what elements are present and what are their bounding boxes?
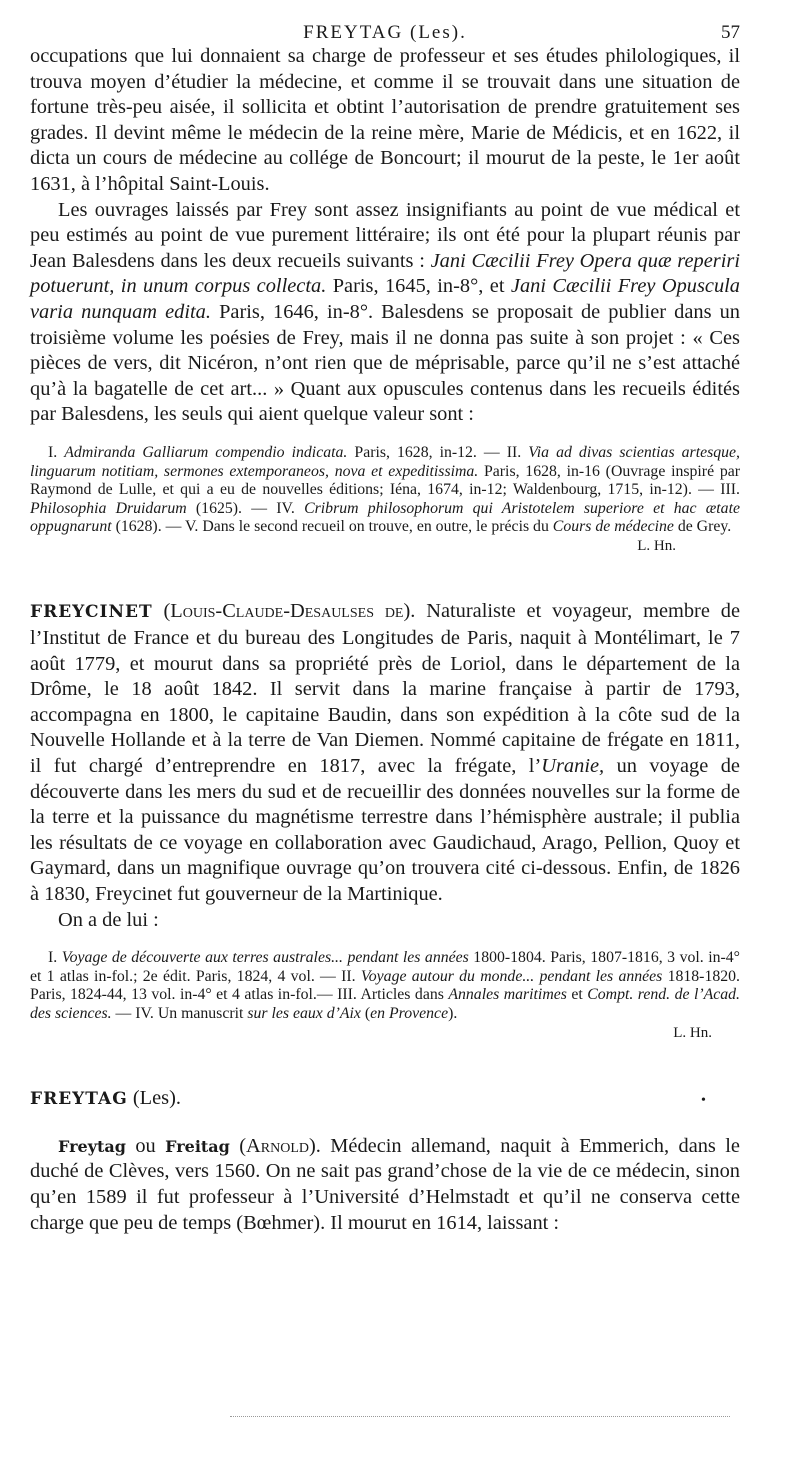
bullet-mark: • — [700, 1093, 706, 1109]
page — [30, 0, 740, 1236]
frey-paragraph-1: occupations que lui donnaient sa charge de professeur et ses études philologiques, il trouva moyen d’étudier la médecine, et comme il se trouvait dans une situation de fortune très-peu aisée, il sollicita et obtint l’autorisation de prendre gratuitement ses grades. Il devint même le médecin de la reine mère, Marie de Médicis, et en 1622, il dicta un cours de médecine au collége de Boncourt; il mourut de la peste, le 1er août 1631, à l’hôpital Saint-Louis. — [30, 45, 740, 195]
freycinet-signature: L. Hn. — [673, 1024, 712, 1041]
frey-bibliography: I. Admiranda Galliarum compendio indicata. Paris, 1628, in-12. — II. Via ad divas scientias artesque, linguarum notitiam, sermones extemporaneos, nova et expeditissima. Paris, 1628, in-16 (Ouvrage inspiré par Raymond de Lulle, et qui a eu de nouvelles éditions; Iéna, 1674, in-12; Waldenbourg, 1715, in-12). — III. Philosophia Druidarum (1625). — IV. Cribrum philosophorum qui Aristotelem superiore et hac ætate oppugnarunt (1628). — V. Dans le second recueil on trouve, en outre, le précis du Cours de médecine de Grey. — [30, 443, 741, 536]
freycinet-name: FREYCINET — [30, 602, 153, 623]
freytag-section-heading: FREYTAG (Les). • — [30, 1086, 740, 1114]
page-bottom-divider — [230, 1416, 730, 1419]
frey-paragraph-2: Les ouvrages laissés par Frey sont assez insignifiants au point de vue médical et peu estimés au point de vue purement littéraire; ils ont été pour la plupart réunis par Jean Balesdens dans les deux recueils suivants : Jani Cæcilii Frey Opera quæ reperiri potuerunt, in unum corpus collecta. Paris, 1645, in-8°, et Jani Cæcilii Frey Opuscula varia nunquam edita. Paris, 1646, in-8°. Balesdens se proposait de publier dans un troisième volume les poésies de Frey, mais il ne donna pas suite à son projet : « Ces pièces de vers, dit Nicéron, n’ont rien que de méprisable, parce qu’il ne s’est attaché qu’à la bagatelle de cet art... » Quant aux opuscules contenus dans les recueils édités par Balesdens, les seuls qui aient quelque valeur sont : — [30, 198, 740, 426]
freycinet-bibliography: I. Voyage de découverte aux terres australes... pendant les années 1800-1804. Paris, 1807-1816, 3 vol. in-4° et 1 atlas in-fol.; 2e édit. Paris, 1824, 4 vol. — II. Voyage autour du monde... pendant les années 1818-1820. Paris, 1824-44, 13 vol. in-4° et 4 atlas in-fol.— III. Articles dans Annales maritimes et Compt. rend. de l’Acad. des sciences. — IV. Un manuscrit sur les eaux d’Aix (en Provence). — [30, 949, 740, 1022]
running-title: FREYTAG (Les). — [303, 22, 467, 43]
running-header — [30, 0, 740, 44]
frey-signature: L. Hn. — [637, 537, 676, 554]
freycinet-on-a-de-lui: On a de lui : — [58, 908, 159, 931]
freytag-arnold-entry: Freytag ou Freitag (Arnold). Médecin allemand, naquit à Emmerich, dans le duché de Clèves, vers 1560. On ne sait pas grand’chose de la vie de ce médecin, sinon qu’en 1589 il fut professeur à l’Université d’Helmstadt et qu’il ne conserva cette charge que peu de temps (Bœhmer). Il mourut en 1614, laissant : — [30, 1134, 740, 1234]
freycinet-entry: FREYCINET (Louis-Claude-Desaulses de). Naturaliste et voyageur, membre de l’Institut de France et du bureau des Longitudes de Paris, naquit à Montélimart, le 7 août 1779, et mourut dans sa propriété près de Loriol, dans le département de la Drôme, le 18 août 1842. Il servit dans la marine française à partir de 1793, accompagna en 1800, le capitaine Baudin, dans son expédition à la côte sud de la Nouvelle Hollande et à la terre de Van Diemen. Nommé capitaine de frégate en 1811, il fut chargé d’entreprendre en 1817, avec la frégate, l’Uranie, un voyage de découverte dans les mers du sud et de recueillir des données nouvelles sur la forme de la terre et la puissance du magnétisme terrestre dans l’hémisphère australe; il publia les résultats de ce voyage en collaboration avec Gaudichaud, Arago, Pellion, Quoy et Gaymard, dans un magnifique ouvrage qu’on trouvera cité ci-dessous. Enfin, de 1826 à 1830, Freycinet fut gouverneur de la Martinique. — [30, 600, 740, 905]
page-number: 57 — [721, 22, 740, 43]
